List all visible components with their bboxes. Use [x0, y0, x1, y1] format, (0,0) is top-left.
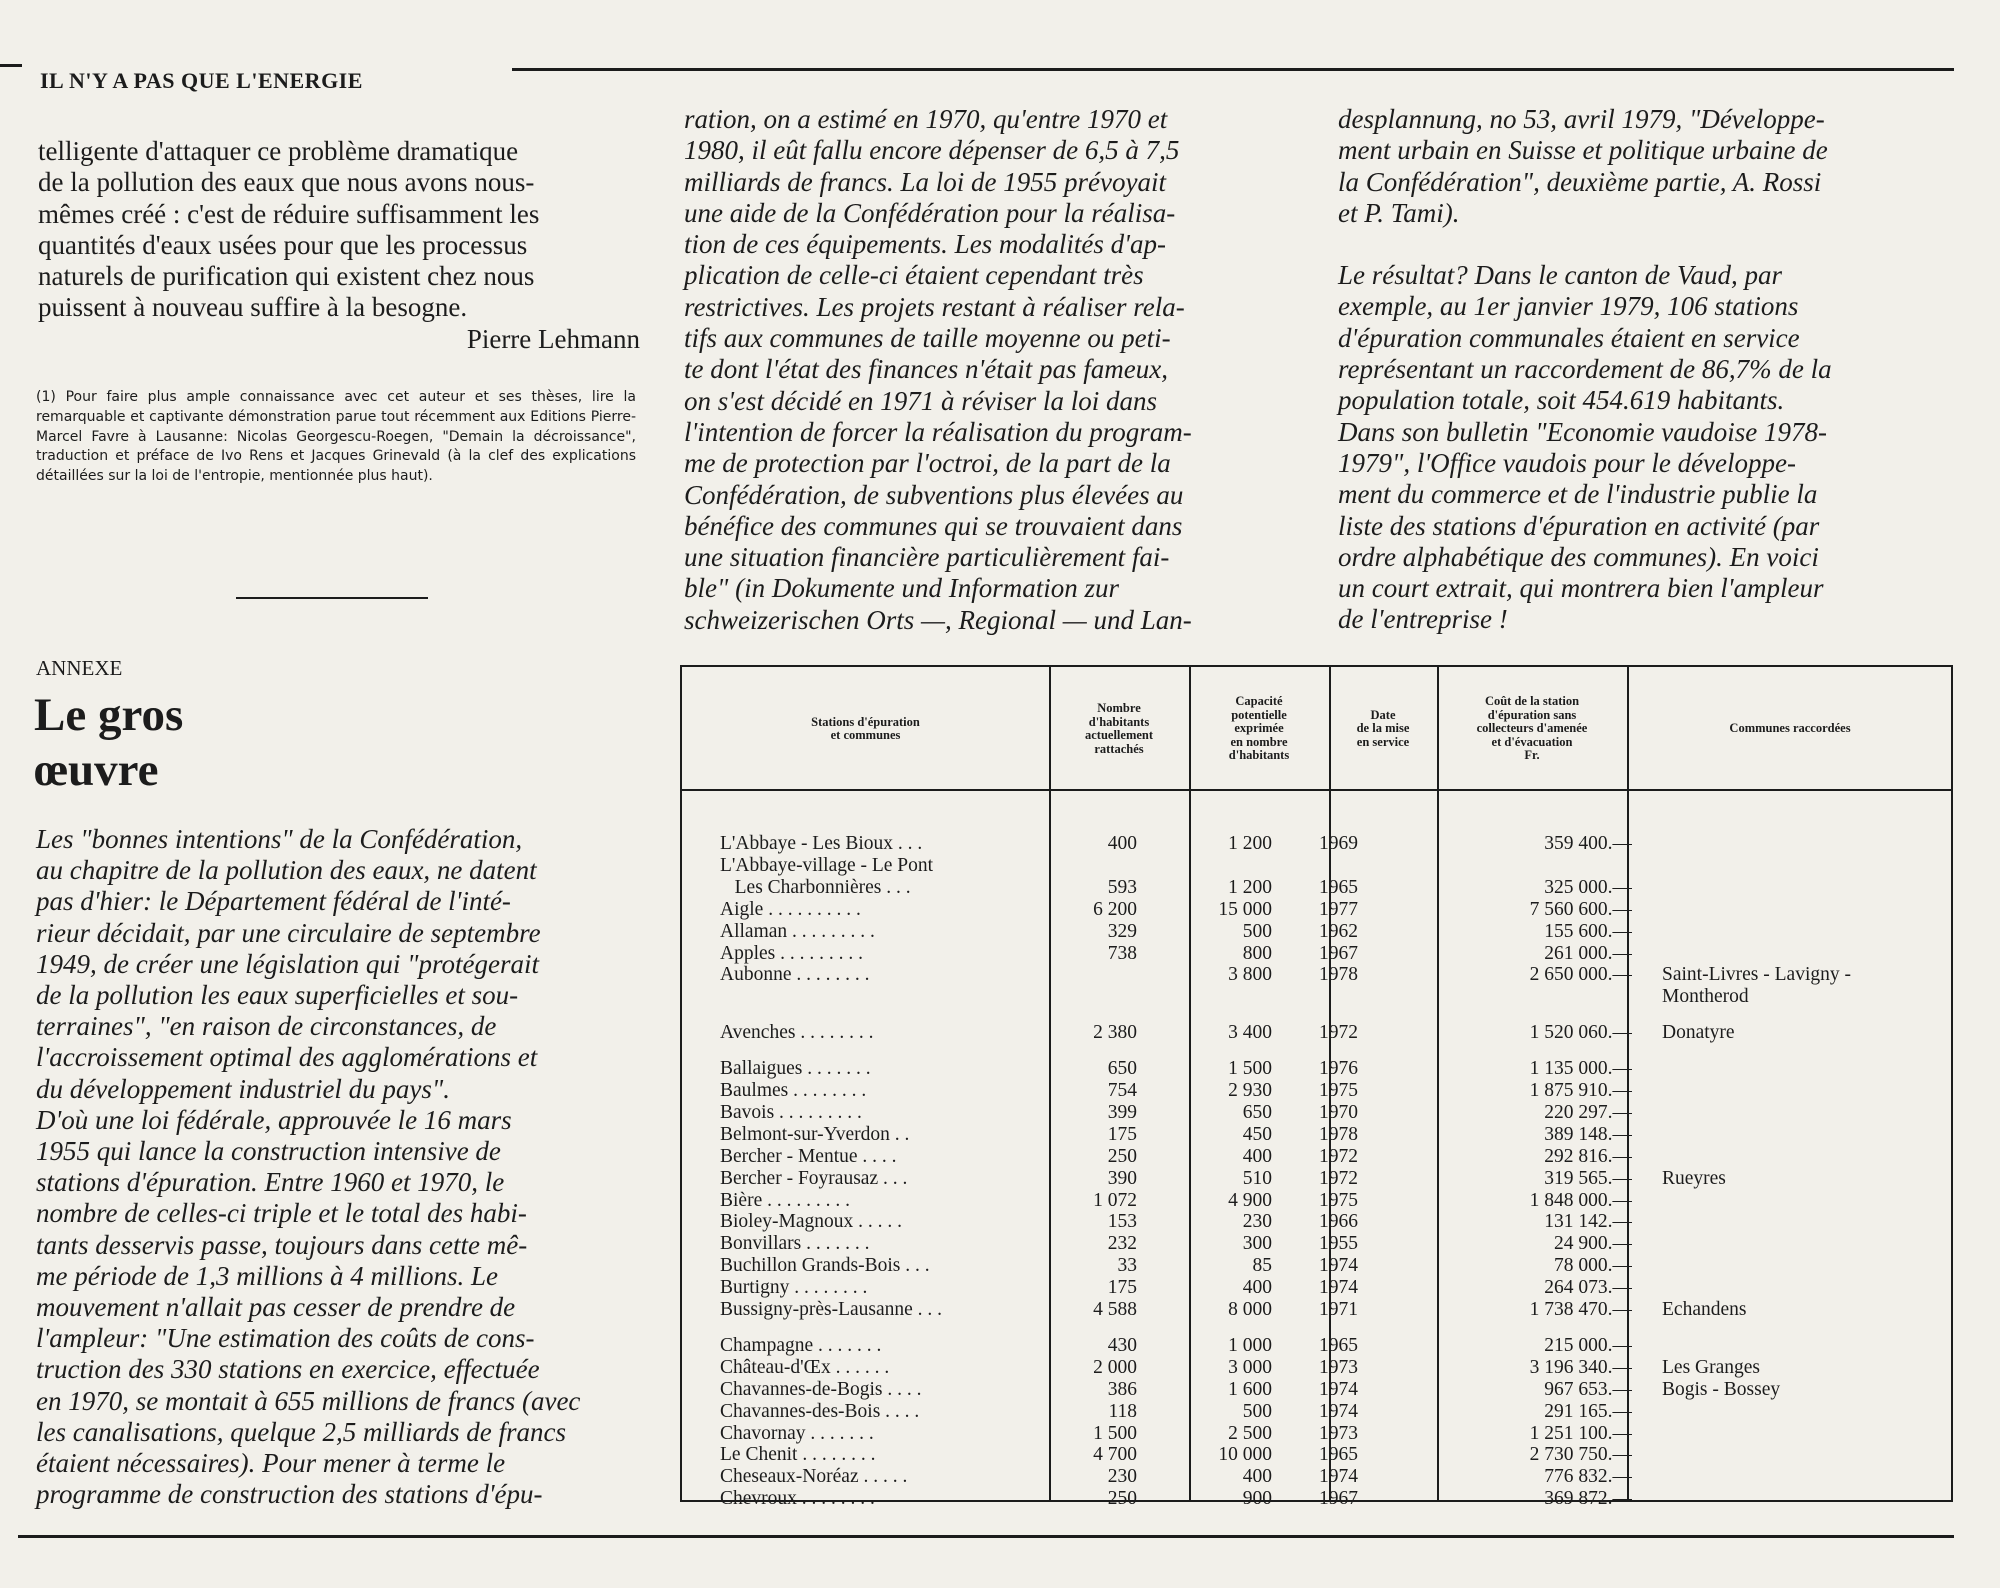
body-line: truction des 330 stations en exercice, effectuée: [36, 1354, 540, 1385]
col3-line: liste des stations d'épuration en activité (par: [1338, 510, 1820, 541]
col2-line: on s'est décidé en 1971 à réviser la loi dans: [684, 385, 1157, 416]
station-name: Burtigny . . . . . . . .: [720, 1277, 868, 1299]
col2-line: 1980, il eût fallu encore dépenser de 6,5 à 7,5: [684, 135, 1180, 166]
col3-line: ordre alphabétique des communes). En voici: [1338, 541, 1819, 572]
table-row: [682, 1124, 1951, 1146]
service-date: 1975: [1319, 1189, 1358, 1211]
header-text: et communes: [830, 728, 901, 742]
table-row: [682, 1146, 1951, 1168]
capacity: 85: [1252, 1255, 1272, 1277]
col2-line: restrictives. Les projets restant à réaliser rela-: [684, 291, 1185, 322]
station-cost: 220 297.—: [1544, 1101, 1632, 1123]
inhabitants: 400: [1107, 833, 1137, 854]
col2-line: une aide de la Confédération pour la réalisa-: [684, 197, 1176, 228]
station-name: Le Chenit . . . . . . . .: [720, 1444, 876, 1466]
col2-line: plication de celle-ci étaient cependant très: [684, 260, 1144, 291]
inhabitants: 754: [1107, 1080, 1137, 1101]
table-row: [682, 1466, 1951, 1488]
inhabitants: 6 200: [1093, 898, 1137, 920]
col2-line: tion de ces équipements. Les modalités d'ap-: [684, 229, 1166, 260]
station-name: Bavois . . . . . . . . .: [720, 1101, 862, 1123]
capacity: 400: [1242, 1466, 1272, 1488]
headline: [34, 688, 634, 798]
capacity: 2 500: [1228, 1422, 1272, 1444]
station-name: Chavannes-de-Bogis . . . .: [720, 1378, 922, 1400]
header-text: Coût de la station: [1484, 694, 1580, 709]
col1-line: de la pollution des eaux que nous avons nous-: [38, 167, 535, 198]
table-row: [682, 899, 1951, 921]
header-rule: [512, 68, 1954, 71]
paragraph-gap: [1338, 229, 1954, 260]
station-name: Bercher - Foyrausaz . . .: [720, 1167, 908, 1189]
capacity: 230: [1242, 1211, 1272, 1233]
header-text: Communes raccordées: [1729, 721, 1851, 736]
inhabitants: 250: [1107, 1145, 1137, 1167]
header-text: rattachés: [1094, 741, 1144, 756]
col2-line: tifs aux communes de taille moyenne ou peti-: [684, 323, 1171, 354]
inhabitants: 118: [1108, 1400, 1137, 1422]
body-line: l'accroissement optimal des agglomérations et: [36, 1042, 538, 1073]
body-line: Les "bonnes intentions" de la Confédération,: [36, 824, 523, 854]
station-name: Cheseaux-Noréaz . . . . .: [720, 1466, 908, 1488]
connected-communes: Les Granges: [1662, 1356, 1761, 1378]
station-name: Avenches . . . . . . . .: [720, 1022, 874, 1044]
col3-line: exemple, au 1er janvier 1979, 106 stations: [1338, 291, 1799, 322]
station-cost: 325 000.—: [1544, 876, 1632, 898]
station-cost: 1 875 910.—: [1529, 1080, 1632, 1101]
station-cost: 776 832.—: [1544, 1466, 1632, 1488]
station-name: Baulmes . . . . . . . .: [720, 1080, 867, 1101]
capacity: 650: [1242, 1101, 1272, 1123]
service-date: 1974: [1319, 1378, 1358, 1400]
footnote: (1) Pour faire plus ample connaissance avec cet auteur et ses thèses, lire la remarquable et captivante démonstration parue tout récemment aux Editions Pierre-Marcel Favre à Lausanne: Nicolas Georgescu-Roegen, "Demain la décroissance", traduction et préface de Ivo Rens et Jacques Grinevald (à la clef des explications détaillées sur la loi de l'entropie, mentionnée plus haut).: [36, 389, 636, 485]
capacity: 400: [1242, 1277, 1272, 1299]
station-cost: 292 816.—: [1544, 1145, 1632, 1167]
service-date: 1974: [1319, 1255, 1358, 1277]
table-row: [682, 1379, 1951, 1401]
service-date: 1965: [1319, 1444, 1358, 1466]
col2-line: milliards de francs. La loi de 1955 prévoyait: [684, 166, 1166, 197]
table-row: [682, 1102, 1951, 1124]
capacity: 900: [1242, 1488, 1272, 1510]
service-date: 1962: [1319, 920, 1358, 942]
col3-line: la Confédération", deuxième partie, A. Rossi: [1338, 166, 1822, 197]
station-name: L'Abbaye-village - Le Pont: [720, 854, 934, 876]
table-row: [682, 833, 1951, 855]
connected-communes: Montherod: [1662, 986, 1749, 1008]
left-edge-mark: [0, 64, 22, 67]
header-text: en nombre: [1230, 734, 1288, 749]
body-line: pas d'hier: le Département fédéral de l'inté-: [36, 886, 511, 917]
inhabitants: 175: [1107, 1123, 1137, 1145]
table-row: [682, 1444, 1951, 1466]
station-cost: 1 135 000.—: [1529, 1058, 1632, 1080]
service-date: 1969: [1319, 833, 1358, 854]
header-text: Capacité: [1235, 694, 1283, 709]
col3-line: un court extrait, qui montrera bien l'ampleur: [1338, 573, 1824, 604]
capacity: 4 900: [1228, 1189, 1272, 1211]
col3-line: de l'entreprise !: [1338, 604, 1508, 635]
station-name: Aigle . . . . . . . . . .: [720, 898, 861, 920]
col2-line: ble" (in Dokumente und Information zur: [684, 573, 1120, 604]
header-cout: [1437, 677, 1627, 781]
table-row: [682, 1168, 1951, 1190]
body-line: terraines", "en raison de circonstances, de: [36, 1011, 497, 1042]
running-head: IL N'Y A PAS QUE L'ENERGIE: [40, 68, 363, 93]
capacity: 300: [1242, 1233, 1272, 1255]
header-divider: [682, 789, 1951, 791]
body-line: les canalisations, quelque 2,5 milliards de francs: [36, 1416, 566, 1447]
header-text: d'habitants: [1088, 714, 1150, 729]
inhabitants: 2 380: [1093, 1022, 1137, 1044]
annexe-body: [36, 824, 640, 1510]
body-line: en 1970, se montait à 655 millions de francs (avec: [36, 1385, 581, 1416]
capacity: 800: [1242, 942, 1272, 964]
inhabitants: 175: [1107, 1277, 1137, 1299]
capacity: 15 000: [1218, 898, 1272, 920]
col1-line: mêmes créé : c'est de réduire suffisamment les: [38, 198, 540, 229]
inhabitants: 153: [1107, 1211, 1137, 1233]
header-text: Fr.: [1524, 748, 1540, 763]
station-name: Allaman . . . . . . . . .: [720, 920, 875, 942]
body-line: du développement industriel du pays".: [36, 1073, 451, 1104]
inhabitants: 230: [1107, 1466, 1137, 1488]
header-text: exprimée: [1234, 721, 1284, 736]
service-date: 1967: [1319, 1488, 1358, 1510]
table-row: [682, 943, 1951, 965]
col3-line: ment du commerce et de l'industrie publie la: [1338, 479, 1818, 510]
service-date: 1976: [1319, 1058, 1358, 1080]
table-row: [682, 964, 1951, 986]
station-name: Bussigny-près-Lausanne . . .: [720, 1299, 943, 1320]
col3-line: ment urbain en Suisse et politique urbaine de: [1338, 135, 1828, 166]
table-row: [682, 1022, 1951, 1044]
header-text: d'épuration sans: [1487, 707, 1577, 722]
station-name: Bioley-Magnoux . . . . .: [720, 1211, 902, 1233]
col2-line: me de protection par l'octroi, de la part de la: [684, 448, 1171, 479]
inhabitants: 399: [1107, 1101, 1137, 1123]
inhabitants: 390: [1107, 1167, 1137, 1189]
inhabitants: 4 700: [1093, 1444, 1137, 1466]
capacity: 1 000: [1228, 1334, 1272, 1356]
station-cost: 967 653.—: [1544, 1378, 1632, 1400]
station-cost: 155 600.—: [1544, 920, 1632, 942]
station-cost: 291 165.—: [1544, 1400, 1632, 1422]
table-row: [682, 877, 1951, 899]
station-name: Chevroux . . . . . . . .: [720, 1488, 875, 1510]
connected-communes: Saint-Livres - Lavigny -: [1662, 964, 1851, 986]
station-cost: 261 000.—: [1544, 942, 1632, 964]
header-capacite: [1189, 677, 1329, 781]
station-name: Les Charbonnières . . .: [720, 876, 911, 898]
table-row: [682, 855, 1951, 877]
station-cost: 319 565.—: [1544, 1167, 1632, 1189]
header-nombre: [1049, 677, 1189, 781]
capacity: 3 400: [1228, 1022, 1272, 1044]
capacity: 400: [1242, 1145, 1272, 1167]
body-line: mouvement n'allait pas cesser de prendre de: [36, 1292, 516, 1323]
capacity: 1 500: [1228, 1058, 1272, 1080]
service-date: 1975: [1319, 1080, 1358, 1101]
col3-line: desplannung, no 53, avril 1979, "Développe-: [1338, 104, 1825, 134]
service-date: 1972: [1319, 1167, 1358, 1189]
capacity: 510: [1242, 1167, 1272, 1189]
capacity: 1 600: [1228, 1378, 1272, 1400]
col3-line: représentant un raccordement de 86,7% de la: [1338, 354, 1832, 385]
service-date: 1966: [1319, 1211, 1358, 1233]
body-line: l'ampleur: "Une estimation des coûts de cons-: [36, 1323, 535, 1354]
connected-communes: Echandens: [1662, 1299, 1747, 1320]
station-name: Bercher - Mentue . . . .: [720, 1145, 897, 1167]
service-date: 1955: [1319, 1233, 1358, 1255]
separator-rule: [236, 597, 428, 599]
body-line: programme de construction des stations d'épu-: [36, 1479, 543, 1510]
capacity: 3 800: [1228, 964, 1272, 986]
body-line: 1949, de créer une législation qui "protégerait: [36, 948, 540, 979]
table-row: [682, 1488, 1951, 1510]
header-text: potentielle: [1231, 707, 1287, 722]
capacity: 8 000: [1228, 1299, 1272, 1320]
inhabitants: 430: [1107, 1334, 1137, 1356]
station-cost: 2 650 000.—: [1529, 964, 1632, 986]
header-text: et d'évacuation: [1491, 734, 1573, 749]
table-row: [682, 1233, 1951, 1255]
station-cost: 24 900.—: [1554, 1233, 1632, 1255]
col3-line: population totale, soit 454.619 habitants.: [1338, 385, 1785, 416]
inhabitants: 386: [1107, 1378, 1137, 1400]
connected-communes: Bogis - Bossey: [1662, 1378, 1781, 1400]
station-cost: 264 073.—: [1544, 1277, 1632, 1299]
col2-line: bénéfice des communes qui se trouvaient dans: [684, 510, 1183, 541]
station-name: Champagne . . . . . . .: [720, 1334, 882, 1356]
col1-text: [38, 136, 640, 355]
table-row: [682, 1080, 1951, 1102]
service-date: 1965: [1319, 876, 1358, 898]
body-line: étaient nécessaires). Pour mener à terme le: [36, 1448, 506, 1479]
body-line: de la pollution les eaux superficielles et sou-: [36, 980, 519, 1011]
capacity: 450: [1242, 1123, 1272, 1145]
capacity: 10 000: [1218, 1444, 1272, 1466]
section-label: ANNEXE: [36, 656, 123, 680]
service-date: 1970: [1319, 1101, 1358, 1123]
col1-line: quantités d'eaux usées pour que les processus: [38, 229, 528, 260]
service-date: 1972: [1319, 1145, 1358, 1167]
headline-line: Le gros: [34, 689, 184, 741]
inhabitants: 1 500: [1093, 1422, 1137, 1444]
station-name: Château-d'Œx . . . . . .: [720, 1356, 890, 1378]
station-name: Chavornay . . . . . . .: [720, 1422, 874, 1444]
inhabitants: 1 072: [1093, 1189, 1137, 1211]
header-date: [1329, 677, 1437, 781]
bottom-rule: [18, 1535, 1954, 1538]
station-cost: 1 738 470.—: [1529, 1299, 1632, 1320]
col2-line: ration, on a estimé en 1970, qu'entre 1970 et: [684, 104, 1168, 134]
station-name: L'Abbaye - Les Bioux . . .: [720, 833, 923, 854]
col3-line: et P. Tami).: [1338, 197, 1460, 228]
header-communes: [1627, 677, 1953, 781]
station-cost: 3 196 340.—: [1529, 1356, 1632, 1378]
header-text: Date: [1370, 707, 1396, 722]
body-line: 1955 qui lance la construction intensive de: [36, 1136, 501, 1167]
station-cost: 1 520 060.—: [1529, 1022, 1632, 1044]
station-name: Apples . . . . . . . . .: [720, 942, 863, 964]
station-name: Buchillon Grands-Bois . . .: [720, 1255, 930, 1277]
service-date: 1971: [1319, 1299, 1358, 1320]
station-cost: 359 400.—: [1544, 833, 1632, 854]
header-text: de la mise: [1356, 721, 1410, 736]
col2-line: te dont l'état des finances n'était pas fameux,: [684, 354, 1168, 385]
station-name: Aubonne . . . . . . . .: [720, 964, 870, 986]
service-date: 1965: [1319, 1334, 1358, 1356]
service-date: 1973: [1319, 1356, 1358, 1378]
col1-line: telligente d'attaquer ce problème dramatique: [38, 136, 519, 166]
station-cost: 389 148.—: [1544, 1123, 1632, 1145]
service-date: 1967: [1319, 942, 1358, 964]
connected-communes: Rueyres: [1662, 1167, 1726, 1189]
header-text: actuellement: [1084, 728, 1154, 742]
service-date: 1977: [1319, 898, 1358, 920]
table-row: [682, 1211, 1951, 1233]
inhabitants: 738: [1107, 942, 1137, 964]
body-line: rieur décidait, par une circulaire de septembre: [36, 917, 541, 948]
header-stations: [682, 677, 1049, 781]
header-text: Nombre: [1097, 701, 1141, 715]
capacity: 2 930: [1228, 1080, 1272, 1101]
col3-line: 1979", l'Office vaudois pour le développe-: [1338, 447, 1796, 478]
station-name: Belmont-sur-Yverdon . .: [720, 1123, 910, 1145]
inhabitants: 232: [1107, 1233, 1137, 1255]
capacity: 1 200: [1228, 833, 1272, 854]
col3-line: d'épuration communales étaient en service: [1338, 322, 1800, 353]
capacity: 1 200: [1228, 876, 1272, 898]
col2-line: schweizerischen Orts —, Regional — und Lan-: [684, 604, 1192, 635]
table-row: [682, 1357, 1951, 1379]
header-text: Stations d'épuration: [811, 714, 920, 729]
table-row: [682, 921, 1951, 943]
body-line: me période de 1,3 millions à 4 millions. Le: [36, 1260, 498, 1291]
inhabitants: 650: [1107, 1058, 1137, 1080]
service-date: 1974: [1319, 1466, 1358, 1488]
station-cost: 7 560 600.—: [1529, 898, 1632, 920]
table-row: [682, 1255, 1951, 1277]
header-text: en service: [1356, 734, 1410, 749]
header-text: collecteurs d'amenée: [1476, 721, 1588, 736]
station-name: Ballaigues . . . . . . .: [720, 1058, 871, 1080]
station-name: Bonvillars . . . . . . .: [720, 1233, 870, 1255]
headline-line: œuvre: [34, 744, 159, 796]
connected-communes: Donatyre: [1662, 1022, 1735, 1044]
col3-text: [1338, 104, 1954, 636]
col1-line: naturels de purification qui existent chez nous: [38, 261, 535, 292]
col1-line: puissent à nouveau suffire à la besogne.: [38, 292, 468, 323]
table-row: [682, 1423, 1951, 1445]
station-cost: 215 000.—: [1544, 1334, 1632, 1356]
service-date: 1974: [1319, 1277, 1358, 1299]
station-cost: 131 142.—: [1544, 1211, 1632, 1233]
capacity: 500: [1242, 1400, 1272, 1422]
table-row: [682, 1401, 1951, 1423]
col2-line: une situation financière particulièrement fai-: [684, 542, 1170, 573]
body-line: D'où une loi fédérale, approuvée le 16 mars: [36, 1104, 512, 1135]
station-cost: 1 848 000.—: [1529, 1189, 1632, 1211]
table-row: [682, 1190, 1951, 1212]
body-line: nombre de celles-ci triple et le total des habi-: [36, 1198, 527, 1229]
author-signature: Pierre Lehmann: [466, 323, 640, 354]
capacity: 3 000: [1228, 1356, 1272, 1378]
table-row: [682, 1277, 1951, 1299]
capacity: 500: [1242, 920, 1272, 942]
table-row: [682, 986, 1951, 1008]
inhabitants: 2 000: [1093, 1356, 1137, 1378]
inhabitants: 33: [1117, 1255, 1137, 1277]
service-date: 1978: [1319, 964, 1358, 986]
body-line: tants desservis passe, toujours dans cette mê-: [36, 1229, 528, 1260]
service-date: 1974: [1319, 1400, 1358, 1422]
service-date: 1973: [1319, 1422, 1358, 1444]
station-cost: 1 251 100.—: [1529, 1422, 1632, 1444]
inhabitants: 329: [1107, 920, 1137, 942]
header-text: d'habitants: [1228, 748, 1290, 763]
table-row: [682, 1335, 1951, 1357]
col3-line: Le résultat? Dans le canton de Vaud, par: [1338, 260, 1782, 291]
station-cost: 369 872.—: [1544, 1488, 1632, 1510]
service-date: 1978: [1319, 1123, 1358, 1145]
stations-table: [680, 665, 1953, 1510]
col3-line: Dans son bulletin "Economie vaudoise 1978-: [1338, 416, 1828, 447]
station-name: Chavannes-des-Bois . . . .: [720, 1400, 920, 1422]
body-line: au chapitre de la pollution des eaux, ne datent: [36, 855, 537, 886]
inhabitants: 250: [1107, 1488, 1137, 1510]
col2-line: l'intention de forcer la réalisation du program-: [684, 416, 1192, 447]
station-cost: 2 730 750.—: [1529, 1444, 1632, 1466]
inhabitants: 593: [1107, 876, 1137, 898]
table-row: [682, 1299, 1951, 1321]
col2-text: [684, 104, 1298, 636]
service-date: 1972: [1319, 1022, 1358, 1044]
inhabitants: 4 588: [1093, 1299, 1137, 1320]
table-row: [682, 1058, 1951, 1080]
col2-line: Confédération, de subventions plus élevées au: [684, 479, 1184, 510]
station-name: Bière . . . . . . . . .: [720, 1189, 850, 1211]
station-cost: 78 000.—: [1554, 1255, 1632, 1277]
body-line: stations d'épuration. Entre 1960 et 1970, le: [36, 1167, 505, 1198]
